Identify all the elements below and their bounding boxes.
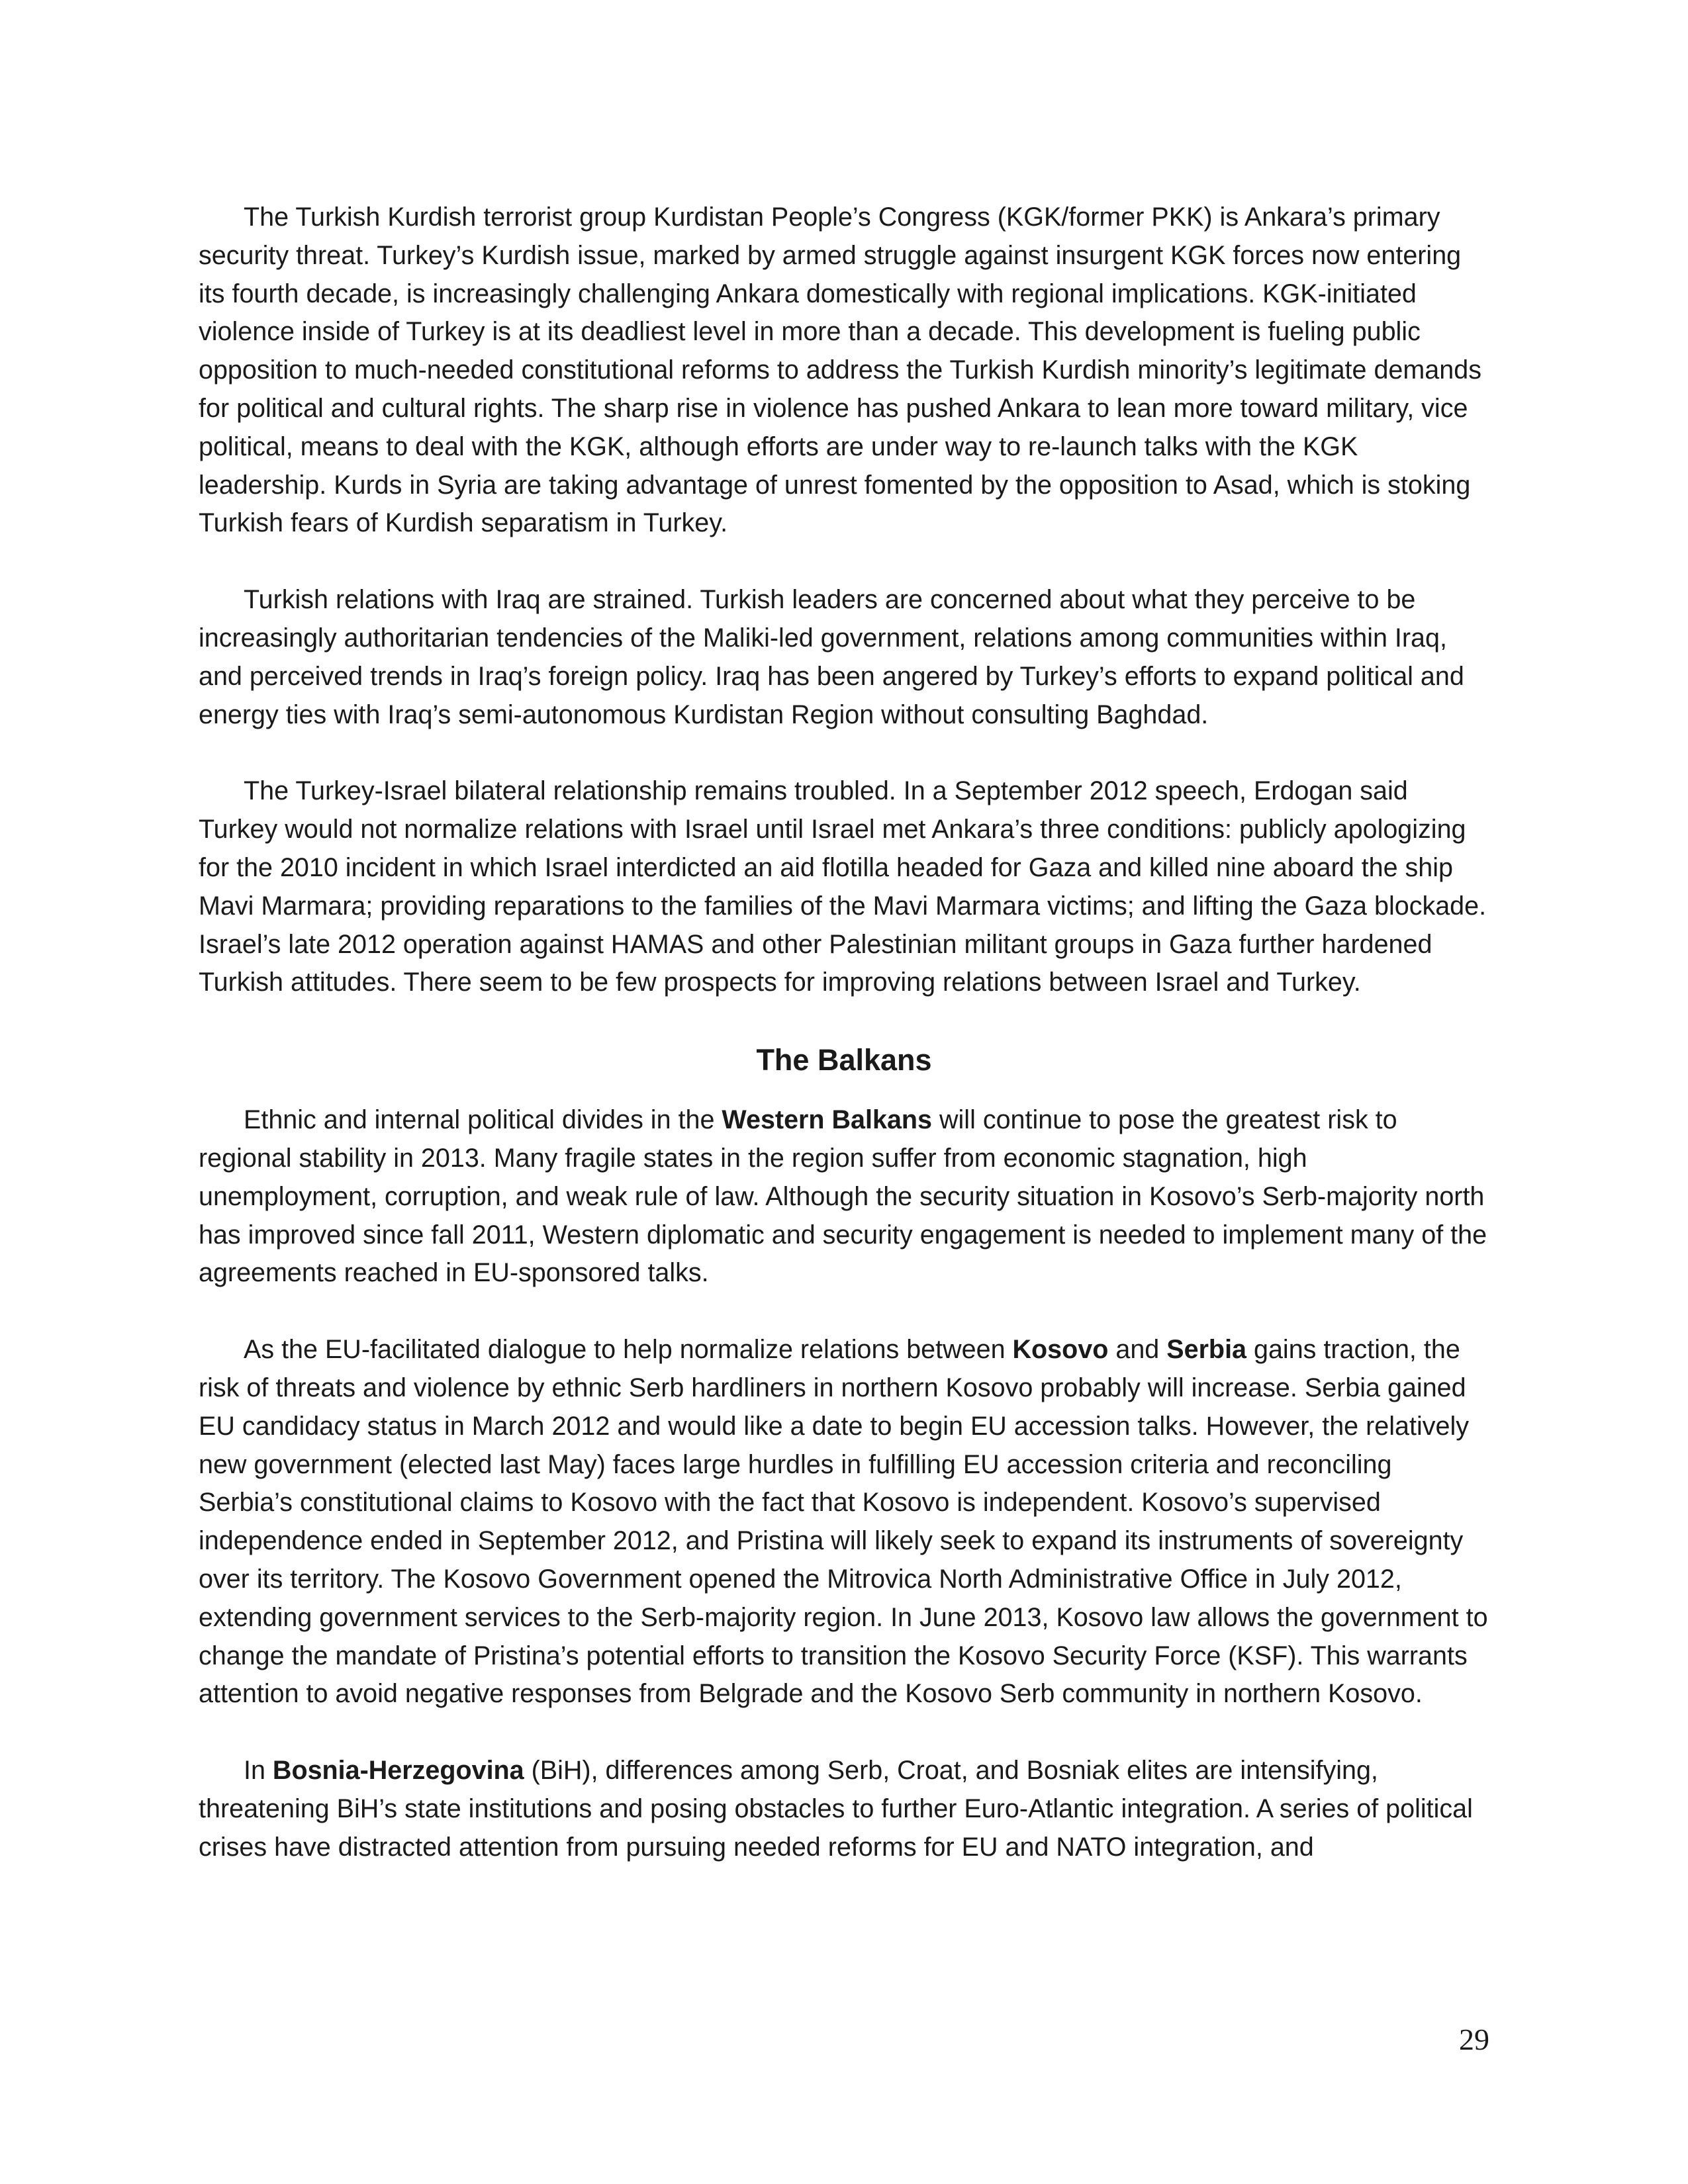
text-segment: Ethnic and internal political divides in the <box>244 1105 722 1135</box>
text-segment: In <box>244 1756 273 1786</box>
text-segment: gains traction, the risk of threats and violence by ethnic Serb hardliners in northern Kosovo probably will increase. Serbia gained EU candidacy status in March 2012 and would like a date to begin EU accession talks. However, the relatively new government (elected last May) faces large hurdles in fulfilling EU accession criteria and reconciling Serbia’s constitutional claims to Kosovo with the fact that Kosovo is independent. Kosovo’s supervised independence ended in September 2012, and Pristina will likely seek to expand its instruments of sovereignty over its territory. The Kosovo Government opened the Mitrovica North Administrative Office in July 2012, extending government services to the Serb-majority region. In June 2013, Kosovo law allows the government to change the mandate of Pristina’s potential efforts to transition the Kosovo Security Force (KSF). This warrants attention to avoid negative responses from Belgrade and the Kosovo Serb community in northern Kosovo. <box>199 1335 1488 1709</box>
paragraph <box>199 1752 1489 1866</box>
paragraph <box>199 199 1489 543</box>
bold-term: Kosovo <box>1012 1335 1109 1365</box>
text-segment: The Turkey-Israel bilateral relationship remains troubled. In a September 2012 speech, Erdogan said Turkey would not normalize relations with Israel until Israel met Ankara’s three conditions: publicly apologizing for the 2010 incident in which Israel interdicted an aid flotilla headed for Gaza and killed nine aboard the ship Mavi Marmara; providing reparations to the families of the Mavi Marmara victims; and lifting the Gaza blockade. Israel’s late 2012 operation against HAMAS and other Palestinian militant groups in Gaza further hardened Turkish attitudes. There seem to be few prospects for improving relations between Israel and Turkey. <box>199 776 1487 997</box>
section-heading: The Balkans <box>756 1043 932 1077</box>
document-page <box>199 199 1489 1905</box>
balkans-section <box>199 1101 1489 1866</box>
bold-term: Bosnia-Herzegovina <box>272 1756 524 1786</box>
text-segment: and <box>1108 1335 1167 1365</box>
paragraph <box>199 1101 1489 1293</box>
paragraph <box>199 1331 1489 1713</box>
paragraph <box>199 581 1489 734</box>
text-segment: The Turkish Kurdish terrorist group Kurdistan People’s Congress (KGK/former PKK) is Ankara’s primary security threat. Turkey’s Kurdish issue, marked by armed struggle against insurgent KGK forces now entering its fourth decade, is increasingly challenging Ankara domestically with regional implications. KGK-initiated violence inside of Turkey is at its deadliest level in more than a decade. This development is fueling public opposition to much-needed constitutional reforms to address the Turkish Kurdish minority’s legitimate demands for political and cultural rights. The sharp rise in violence has pushed Ankara to lean more toward military, vice political, means to deal with the KGK, although efforts are under way to re-launch talks with the KGK leadership. Kurds in Syria are taking advantage of unrest fomented by the opposition to Asad, which is stoking Turkish fears of Kurdish separatism in Turkey. <box>199 203 1481 538</box>
text-segment: will continue to pose the greatest risk to regional stability in 2013. Many fragile states in the region suffer from economic stagnation, high unemployment, corruption, and weak rule of law. Although the security situation in Kosovo’s Serb-majority north has improved since fall 2011, Western diplomatic and security engagement is needed to implement many of the agreements reached in EU-sponsored talks. <box>199 1105 1487 1288</box>
paragraph <box>199 772 1489 1002</box>
bold-term: Serbia <box>1166 1335 1247 1365</box>
text-segment: Turkish relations with Iraq are strained. Turkish leaders are concerned about what they perceive to be increasingly authoritarian tendencies of the Maliki-led government, relations among communities within Iraq, and perceived trends in Iraq’s foreign policy. Iraq has been angered by Turkey’s efforts to expand political and energy ties with Iraq’s semi-autonomous Kurdistan Region without consulting Baghdad. <box>199 585 1464 729</box>
text-segment: As the EU-facilitated dialogue to help normalize relations between <box>244 1335 1013 1365</box>
turkey-section <box>199 199 1489 1002</box>
text-segment: (BiH), differences among Serb, Croat, and Bosniak elites are intensifying, threatening BiH’s state institutions and posing obstacles to further Euro-Atlantic integration. A series of political crises have distracted attention from pursuing needed reforms for EU and NATO integration, and <box>199 1756 1473 1862</box>
page-number: 29 <box>1459 2023 1489 2056</box>
bold-term: Western Balkans <box>722 1105 933 1135</box>
